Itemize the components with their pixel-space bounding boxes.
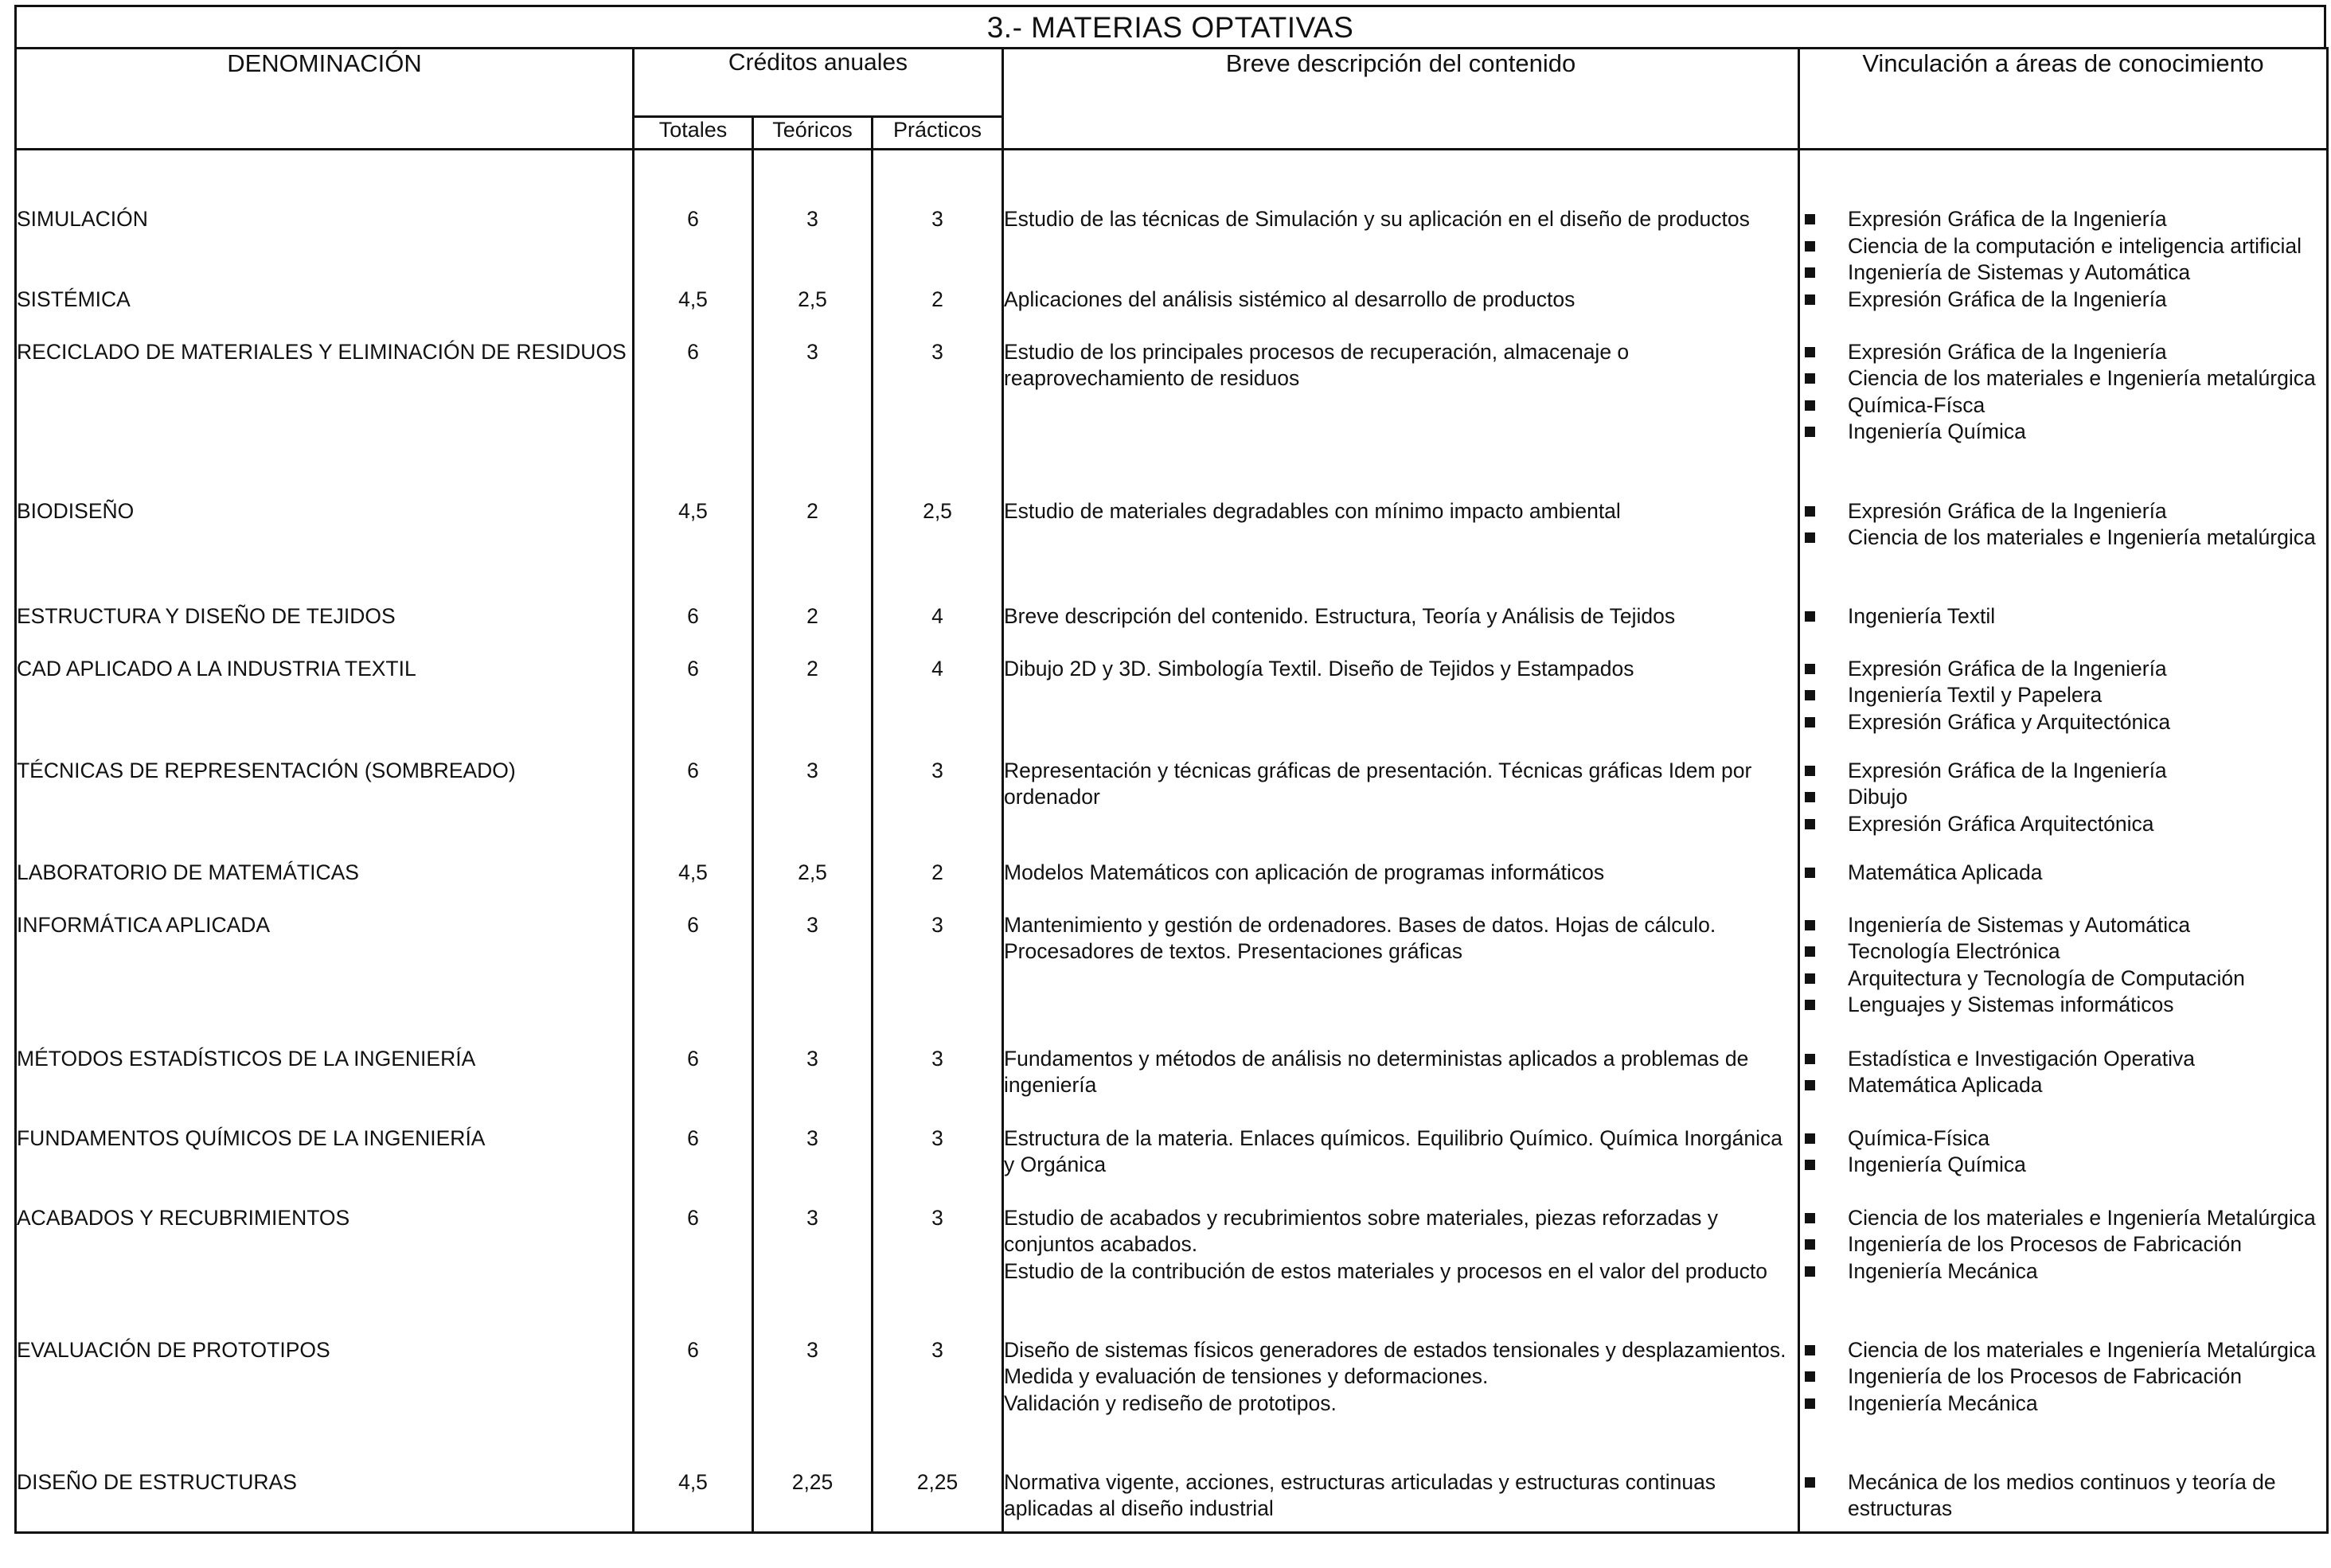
creditos-teoricos: 3: [753, 1337, 873, 1469]
area-item: [1800, 339, 2326, 366]
descripcion-cell: [1003, 287, 1799, 339]
area-item: [1800, 1391, 2326, 1418]
creditos-teoricos: 2: [753, 603, 873, 656]
creditos-totales: 6: [634, 150, 753, 287]
area-label: Expresión Gráfica de la Ingeniería: [1848, 287, 2167, 311]
square-bullet-icon: [1805, 717, 1815, 727]
area-label: Expresión Gráfica de la Ingeniería: [1848, 339, 2167, 364]
creditos-teoricos: 3: [753, 1125, 873, 1205]
areas-list: [1800, 1046, 2326, 1099]
materia-name: ACABADOS Y RECUBRIMIENTOS: [16, 1205, 634, 1337]
table-row: [16, 287, 2328, 339]
area-label: Ciencia de los materiales e Ingeniería metalúrgica: [1848, 525, 2316, 549]
square-bullet-icon: [1805, 1239, 1815, 1250]
areas-list: [1800, 1125, 2326, 1179]
materia-name: EVALUACIÓN DE PROTOTIPOS: [16, 1337, 634, 1469]
creditos-totales: 6: [634, 1205, 753, 1337]
descripcion-text: Aplicaciones del análisis sistémico al desarrollo de productos: [1004, 287, 1575, 311]
square-bullet-icon: [1805, 973, 1815, 984]
creditos-practicos: 2: [873, 287, 1003, 339]
area-item: [1800, 603, 2326, 630]
area-item: [1800, 758, 2326, 785]
materia-name: MÉTODOS ESTADÍSTICOS DE LA INGENIERÍA: [16, 1046, 634, 1125]
descripcion-cell: [1003, 603, 1799, 656]
descripcion-text: Representación y técnicas gráficas de presentación. Técnicas gráficas Idem por ordenador: [1004, 758, 1752, 809]
descripcion-cell: [1003, 1046, 1799, 1125]
area-item: [1800, 912, 2326, 939]
square-bullet-icon: [1805, 373, 1815, 384]
descripcion-text-2: Estudio de la contribución de estos materiales y procesos en el valor del producto: [1004, 1258, 1767, 1283]
descripcion-cell: [1003, 860, 1799, 912]
materia-name: RECICLADO DE MATERIALES Y ELIMINACIÓN DE RESIDUOS: [16, 339, 634, 498]
area-label: Mecánica de los medios continuos y teoría de estructuras: [1848, 1469, 2276, 1520]
square-bullet-icon: [1805, 690, 1815, 700]
area-label: Estadística e Investigación Operativa: [1848, 1046, 2196, 1071]
area-label: Ingeniería Textil y Papelera: [1848, 683, 2103, 707]
area-item: [1800, 992, 2326, 1019]
table-row: [16, 150, 2328, 287]
square-bullet-icon: [1805, 1160, 1815, 1170]
descripcion-cell: [1003, 656, 1799, 758]
square-bullet-icon: [1805, 1054, 1815, 1064]
creditos-practicos: 2: [873, 860, 1003, 912]
creditos-practicos: 3: [873, 758, 1003, 860]
area-label: Tecnología Electrónica: [1848, 939, 2060, 963]
descripcion-text: Fundamentos y métodos de análisis no deterministas aplicados a problemas de ingeniería: [1004, 1046, 1749, 1097]
area-item: [1800, 233, 2326, 260]
area-item: [1800, 259, 2326, 287]
area-label: Ingeniería de Sistemas y Automática: [1848, 260, 2191, 284]
header-vinculacion: Vinculación a áreas de conocimiento: [1799, 49, 2328, 150]
materia-name: SIMULACIÓN: [16, 150, 634, 287]
creditos-teoricos: 3: [753, 1046, 873, 1125]
area-label: Expresión Gráfica de la Ingeniería: [1848, 498, 2167, 523]
creditos-teoricos: 3: [753, 758, 873, 860]
creditos-teoricos: 3: [753, 912, 873, 1046]
creditos-teoricos: 2,25: [753, 1469, 873, 1533]
materias-table: [14, 47, 2329, 1534]
areas-cell: [1799, 860, 2328, 912]
area-item: [1800, 206, 2326, 233]
area-label: Ingeniería Textil: [1848, 603, 1996, 628]
square-bullet-icon: [1805, 241, 1815, 252]
descripcion-text: Breve descripción del contenido. Estructura, Teoría y Análisis de Tejidos: [1004, 603, 1676, 628]
creditos-totales: 4,5: [634, 1469, 753, 1533]
areas-list: [1800, 912, 2326, 1019]
table-row: [16, 758, 2328, 860]
table-row: [16, 860, 2328, 912]
area-item: [1800, 365, 2326, 392]
area-label: Química-Físca: [1848, 392, 1985, 417]
areas-cell: [1799, 758, 2328, 860]
area-item: [1800, 287, 2326, 314]
areas-cell: [1799, 1046, 2328, 1125]
area-label: Expresión Gráfica y Arquitectónica: [1848, 709, 2171, 734]
materia-name: SISTÉMICA: [16, 287, 634, 339]
creditos-teoricos: 3: [753, 150, 873, 287]
areas-cell: [1799, 1205, 2328, 1337]
area-item: [1800, 498, 2326, 525]
areas-cell: [1799, 1469, 2328, 1533]
area-item: [1800, 1258, 2326, 1285]
header-teoricos: Teóricos: [753, 116, 873, 149]
document-page: [14, 5, 2329, 1557]
square-bullet-icon: [1805, 611, 1815, 622]
descripcion-text: Dibujo 2D y 3D. Simbología Textil. Diseño de Tejidos y Estampados: [1004, 656, 1634, 681]
creditos-totales: 4,5: [634, 498, 753, 603]
table-row: [16, 656, 2328, 758]
descripcion-cell: [1003, 912, 1799, 1046]
area-label: Química-Física: [1848, 1125, 1990, 1150]
creditos-totales: 6: [634, 656, 753, 758]
area-item: [1800, 965, 2326, 993]
square-bullet-icon: [1805, 1398, 1815, 1409]
header-totales: Totales: [634, 116, 753, 149]
square-bullet-icon: [1805, 819, 1815, 829]
area-item: [1800, 392, 2326, 419]
square-bullet-icon: [1805, 267, 1815, 278]
area-item: [1800, 1363, 2326, 1391]
creditos-totales: 6: [634, 1125, 753, 1205]
materia-name: CAD APLICADO A LA INDUSTRIA TEXTIL: [16, 656, 634, 758]
area-item: [1800, 656, 2326, 683]
descripcion-cell: [1003, 758, 1799, 860]
areas-cell: [1799, 603, 2328, 656]
descripcion-text: Estudio de los principales procesos de recuperación, almacenaje o reaprovechamiento de residuos: [1004, 339, 1630, 390]
table-row: [16, 339, 2328, 498]
area-label: Ingeniería Mecánica: [1848, 1391, 2038, 1415]
areas-cell: [1799, 339, 2328, 498]
header-denominacion: DENOMINACIÓN: [16, 49, 634, 150]
areas-list: [1800, 206, 2326, 287]
table-header: [16, 49, 2328, 150]
square-bullet-icon: [1805, 1371, 1815, 1382]
area-item: [1800, 811, 2326, 838]
creditos-totales: 6: [634, 1046, 753, 1125]
creditos-practicos: 3: [873, 1125, 1003, 1205]
descripcion-text: Diseño de sistemas físicos generadores de estados tensionales y desplazamientos. Medida y evaluación de tensiones y deformaciones.: [1004, 1337, 1786, 1388]
creditos-practicos: 2,25: [873, 1469, 1003, 1533]
creditos-practicos: 3: [873, 1337, 1003, 1469]
descripcion-cell: [1003, 1205, 1799, 1337]
areas-list: [1800, 287, 2326, 314]
descripcion-cell: [1003, 150, 1799, 287]
table-row: [16, 1125, 2328, 1205]
square-bullet-icon: [1805, 920, 1815, 930]
area-label: Ingeniería de los Procesos de Fabricación: [1848, 1232, 2242, 1256]
area-label: Matemática Aplicada: [1848, 860, 2043, 884]
creditos-practicos: 4: [873, 656, 1003, 758]
table-row: [16, 603, 2328, 656]
descripcion-text: Estudio de materiales degradables con mínimo impacto ambiental: [1004, 498, 1621, 523]
area-label: Ciencia de la computación e inteligencia artificial: [1848, 233, 2302, 258]
descripcion-cell: [1003, 339, 1799, 498]
materia-name: DISEÑO DE ESTRUCTURAS: [16, 1469, 634, 1533]
header-practicos: Prácticos: [873, 116, 1003, 149]
area-label: Dibujo: [1848, 785, 1908, 809]
square-bullet-icon: [1805, 1266, 1815, 1277]
materia-name: TÉCNICAS DE REPRESENTACIÓN (SOMBREADO): [16, 758, 634, 860]
square-bullet-icon: [1805, 347, 1815, 357]
creditos-totales: 6: [634, 339, 753, 498]
creditos-totales: 6: [634, 758, 753, 860]
square-bullet-icon: [1805, 664, 1815, 674]
square-bullet-icon: [1805, 214, 1815, 224]
creditos-practicos: 3: [873, 1205, 1003, 1337]
descripcion-cell: [1003, 1469, 1799, 1533]
square-bullet-icon: [1805, 1345, 1815, 1355]
square-bullet-icon: [1805, 427, 1815, 437]
creditos-totales: 4,5: [634, 860, 753, 912]
areas-list: [1800, 758, 2326, 838]
creditos-practicos: 2,5: [873, 498, 1003, 603]
descripcion-text: Mantenimiento y gestión de ordenadores. Bases de datos. Hojas de cálculo. Procesadores de textos. Presentaciones gráficas: [1004, 912, 1716, 963]
creditos-teoricos: 2: [753, 498, 873, 603]
areas-list: [1800, 1469, 2326, 1523]
descripcion-cell: [1003, 1337, 1799, 1469]
creditos-totales: 6: [634, 912, 753, 1046]
table-row: [16, 1469, 2328, 1533]
area-item: [1800, 860, 2326, 887]
descripcion-text: Estudio de las técnicas de Simulación y su aplicación en el diseño de productos: [1004, 207, 1750, 231]
creditos-totales: 6: [634, 1337, 753, 1469]
area-label: Ciencia de los materiales e Ingeniería Metalúrgica: [1848, 1337, 2316, 1362]
square-bullet-icon: [1805, 946, 1815, 957]
square-bullet-icon: [1805, 792, 1815, 802]
areas-list: [1800, 603, 2326, 630]
areas-cell: [1799, 1337, 2328, 1469]
square-bullet-icon: [1805, 766, 1815, 776]
area-item: [1800, 1046, 2326, 1073]
area-item: [1800, 1205, 2326, 1232]
creditos-totales: 4,5: [634, 287, 753, 339]
creditos-totales: 6: [634, 603, 753, 656]
square-bullet-icon: [1805, 532, 1815, 543]
materia-name: LABORATORIO DE MATEMÁTICAS: [16, 860, 634, 912]
materia-name: FUNDAMENTOS QUÍMICOS DE LA INGENIERÍA: [16, 1125, 634, 1205]
areas-cell: [1799, 1125, 2328, 1205]
table-body: [16, 150, 2328, 1533]
areas-cell: [1799, 287, 2328, 339]
square-bullet-icon: [1805, 1477, 1815, 1488]
descripcion-text: Normativa vigente, acciones, estructuras articuladas y estructuras continuas aplicadas al diseño industrial: [1004, 1469, 1716, 1520]
area-label: Matemática Aplicada: [1848, 1073, 2043, 1097]
area-label: Lenguajes y Sistemas informáticos: [1848, 993, 2174, 1016]
area-label: Ciencia de los materiales e Ingeniería metalúrgica: [1848, 366, 2316, 390]
table-row: [16, 1046, 2328, 1125]
square-bullet-icon: [1805, 294, 1815, 305]
creditos-practicos: 3: [873, 912, 1003, 1046]
area-item: [1800, 1337, 2326, 1364]
areas-cell: [1799, 656, 2328, 758]
areas-cell: [1799, 912, 2328, 1046]
areas-list: [1800, 860, 2326, 887]
creditos-practicos: 3: [873, 1046, 1003, 1125]
area-item: [1800, 525, 2326, 552]
area-item: [1800, 682, 2326, 709]
square-bullet-icon: [1805, 400, 1815, 411]
page-title: 3.- MATERIAS OPTATIVAS: [14, 5, 2326, 49]
square-bullet-icon: [1805, 1000, 1815, 1010]
square-bullet-icon: [1805, 1133, 1815, 1144]
areas-list: [1800, 339, 2326, 446]
area-item: [1800, 419, 2326, 446]
header-creditos: Créditos anuales: [634, 49, 1003, 117]
area-item: [1800, 1125, 2326, 1153]
area-label: Ingeniería Química: [1848, 419, 2026, 443]
area-item: [1800, 1469, 2326, 1523]
materia-name: INFORMÁTICA APLICADA: [16, 912, 634, 1046]
area-label: Ingeniería de los Procesos de Fabricación: [1848, 1364, 2242, 1388]
area-label: Ingeniería Química: [1848, 1153, 2026, 1176]
descripcion-text-2: Validación y rediseño de prototipos.: [1004, 1391, 1337, 1415]
table-row: [16, 1337, 2328, 1469]
area-label: Ingeniería de Sistemas y Automática: [1848, 912, 2191, 937]
area-label: Arquitectura y Tecnología de Computación: [1848, 965, 2245, 990]
area-label: Expresión Gráfica de la Ingeniería: [1848, 758, 2167, 782]
area-label: Expresión Gráfica de la Ingeniería: [1848, 656, 2167, 681]
areas-list: [1800, 1205, 2326, 1285]
area-item: [1800, 784, 2326, 811]
square-bullet-icon: [1805, 1213, 1815, 1223]
area-label: Ingeniería Mecánica: [1848, 1258, 2038, 1283]
square-bullet-icon: [1805, 506, 1815, 517]
creditos-practicos: 4: [873, 603, 1003, 656]
creditos-teoricos: 3: [753, 339, 873, 498]
descripcion-cell: [1003, 498, 1799, 603]
materia-name: ESTRUCTURA Y DISEÑO DE TEJIDOS: [16, 603, 634, 656]
creditos-practicos: 3: [873, 339, 1003, 498]
area-label: Expresión Gráfica de la Ingeniería: [1848, 207, 2167, 231]
descripcion-cell: [1003, 1125, 1799, 1205]
square-bullet-icon: [1805, 1080, 1815, 1090]
table-row: [16, 912, 2328, 1046]
area-item: [1800, 709, 2326, 736]
areas-list: [1800, 498, 2326, 552]
creditos-practicos: 3: [873, 150, 1003, 287]
descripcion-text: Modelos Matemáticos con aplicación de programas informáticos: [1004, 860, 1605, 884]
area-item: [1800, 938, 2326, 965]
creditos-teoricos: 2,5: [753, 860, 873, 912]
creditos-teoricos: 2: [753, 656, 873, 758]
area-label: Expresión Gráfica Arquitectónica: [1848, 811, 2154, 836]
areas-list: [1800, 656, 2326, 736]
descripcion-text: Estudio de acabados y recubrimientos sobre materiales, piezas reforzadas y conjuntos acabados.: [1004, 1205, 1719, 1256]
area-item: [1800, 1152, 2326, 1179]
table-row: [16, 498, 2328, 603]
areas-cell: [1799, 498, 2328, 603]
descripcion-text: Estructura de la materia. Enlaces químicos. Equilibrio Químico. Química Inorgánica y Orgánica: [1004, 1125, 1782, 1176]
header-descripcion: Breve descripción del contenido: [1003, 49, 1799, 150]
area-label: Ciencia de los materiales e Ingeniería Metalúrgica: [1848, 1205, 2316, 1230]
creditos-teoricos: 3: [753, 1205, 873, 1337]
materia-name: BIODISEÑO: [16, 498, 634, 603]
area-item: [1800, 1231, 2326, 1258]
areas-cell: [1799, 150, 2328, 287]
table-row: [16, 1205, 2328, 1337]
square-bullet-icon: [1805, 868, 1815, 878]
areas-list: [1800, 1337, 2326, 1418]
area-item: [1800, 1072, 2326, 1099]
creditos-teoricos: 2,5: [753, 287, 873, 339]
